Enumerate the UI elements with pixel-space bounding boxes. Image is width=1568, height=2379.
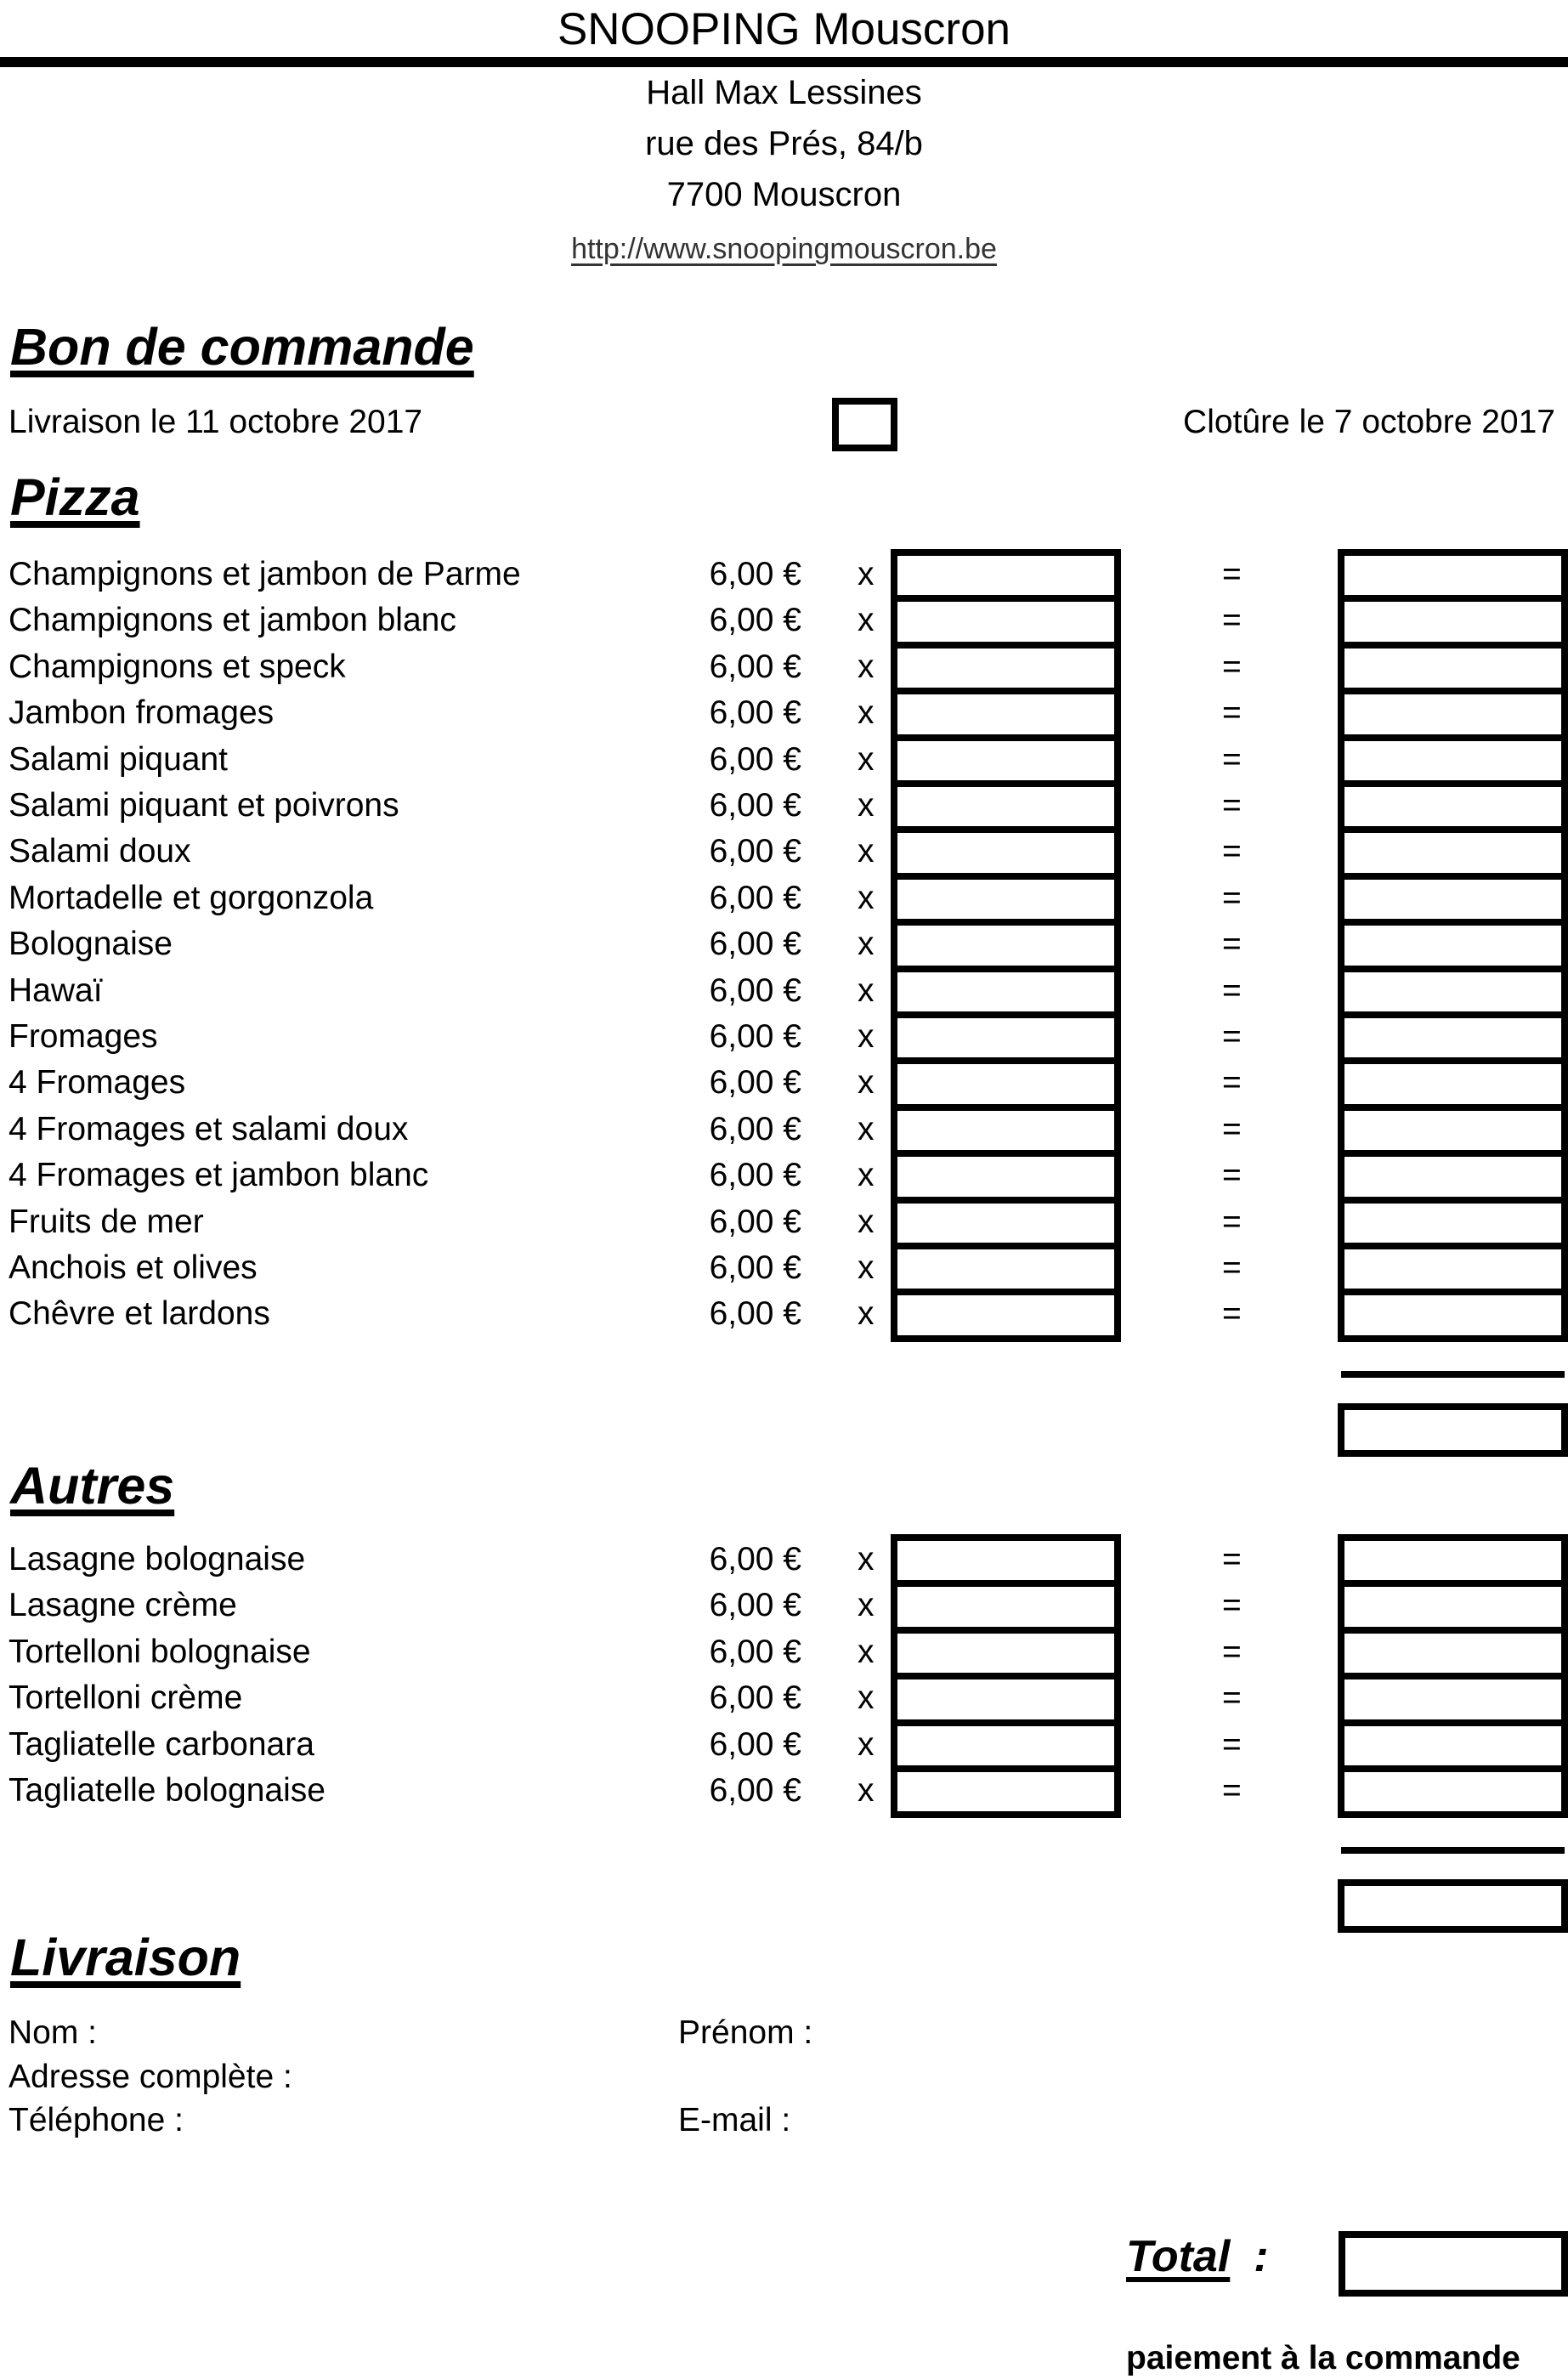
- cell-divider: [897, 734, 1114, 741]
- item-name: Lasagne crème: [8, 1587, 237, 1624]
- item-price: 6,00 €: [709, 1679, 801, 1717]
- cell-divider: [897, 919, 1114, 926]
- equals-sign: =: [1222, 971, 1242, 1009]
- item-price: 6,00 €: [709, 787, 801, 824]
- item-name: 4 Fromages: [8, 1064, 186, 1102]
- quantity-input[interactable]: [897, 649, 1114, 681]
- cell-divider: [897, 1011, 1114, 1018]
- multiply-sign: x: [858, 1295, 875, 1333]
- cell-divider: [1344, 1580, 1561, 1587]
- item-price: 6,00 €: [709, 1203, 801, 1240]
- line-total-field[interactable]: [1344, 1772, 1561, 1804]
- cell-divider: [897, 826, 1114, 833]
- item-price: 6,00 €: [709, 833, 801, 870]
- line-total-field[interactable]: [1344, 1157, 1561, 1189]
- cell-divider: [897, 1673, 1114, 1679]
- line-total-field[interactable]: [1344, 1295, 1561, 1328]
- equals-sign: =: [1222, 1110, 1242, 1147]
- item-name: Fruits de mer: [8, 1203, 204, 1240]
- cell-divider: [1344, 688, 1561, 694]
- cell-divider: [1344, 1765, 1561, 1772]
- cell-divider: [1344, 595, 1561, 602]
- form-title: Bon de commande: [10, 318, 474, 376]
- equals-sign: =: [1222, 556, 1242, 592]
- item-name: Champignons et jambon blanc: [8, 602, 456, 639]
- item-price: 6,00 €: [709, 694, 801, 732]
- multiply-sign: x: [858, 1772, 875, 1809]
- cell-divider: [897, 1057, 1114, 1064]
- quantity-input[interactable]: [897, 556, 1114, 588]
- cell-divider: [897, 1243, 1114, 1249]
- field-telephone-label: Téléphone :: [8, 2102, 184, 2138]
- item-price: 6,00 €: [709, 971, 801, 1009]
- autres-subtotal-box[interactable]: [1338, 1879, 1568, 1933]
- quantity-input[interactable]: [897, 694, 1114, 727]
- multiply-sign: x: [858, 1587, 875, 1624]
- line-total-field[interactable]: [1344, 556, 1561, 588]
- item-name: Hawaï: [8, 971, 103, 1009]
- equals-sign: =: [1222, 648, 1242, 685]
- cell-divider: [1344, 1057, 1561, 1064]
- cell-divider: [1344, 1197, 1561, 1204]
- equals-sign: =: [1222, 1018, 1242, 1055]
- cell-divider: [1344, 1104, 1561, 1111]
- cell-divider: [1344, 1243, 1561, 1249]
- quantity-input[interactable]: [897, 1772, 1114, 1804]
- line-total-field[interactable]: [1344, 1679, 1561, 1712]
- grand-total-box[interactable]: [1339, 2231, 1568, 2297]
- shop-title: SNOOPING Mouscron: [557, 4, 1011, 54]
- cell-divider: [1344, 1011, 1561, 1018]
- cell-divider: [897, 1197, 1114, 1204]
- cell-divider: [1344, 826, 1561, 833]
- equals-sign: =: [1222, 1587, 1242, 1624]
- equals-sign: =: [1222, 1157, 1242, 1194]
- equals-sign: =: [1222, 833, 1242, 870]
- equals-sign: =: [1222, 694, 1242, 732]
- quantity-input[interactable]: [897, 602, 1114, 634]
- line-total-field[interactable]: [1344, 602, 1561, 634]
- multiply-sign: x: [858, 1203, 875, 1240]
- item-name: Chêvre et lardons: [8, 1295, 270, 1333]
- cell-divider: [897, 966, 1114, 972]
- multiply-sign: x: [858, 740, 875, 778]
- line-total-field[interactable]: [1344, 880, 1561, 912]
- cell-divider: [897, 642, 1114, 649]
- quantity-input[interactable]: [897, 787, 1114, 819]
- multiply-sign: x: [858, 1018, 875, 1055]
- item-name: Mortadelle et gorgonzola: [8, 879, 374, 916]
- field-email-label: E-mail :: [678, 2102, 791, 2138]
- item-price: 6,00 €: [709, 1018, 801, 1055]
- item-price: 6,00 €: [709, 1249, 801, 1286]
- item-name: Tagliatelle bolognaise: [8, 1772, 325, 1809]
- address-line-street: rue des Prés, 84/b: [645, 125, 923, 162]
- line-total-field[interactable]: [1344, 1064, 1561, 1096]
- equals-sign: =: [1222, 602, 1242, 639]
- item-name: Anchois et olives: [8, 1249, 258, 1286]
- cell-divider: [897, 1150, 1114, 1157]
- item-name: Fromages: [8, 1018, 158, 1055]
- pizza-subtotal-box[interactable]: [1338, 1403, 1568, 1457]
- cell-divider: [1344, 873, 1561, 880]
- field-prenom-label: Prénom :: [678, 2014, 813, 2051]
- address-line-venue: Hall Max Lessines: [646, 74, 922, 111]
- cell-divider: [1344, 966, 1561, 972]
- multiply-sign: x: [858, 787, 875, 824]
- item-price: 6,00 €: [709, 879, 801, 916]
- item-name: Champignons et speck: [8, 648, 346, 685]
- equals-sign: =: [1222, 1772, 1242, 1809]
- closing-date: Clotûre le 7 octobre 2017: [1183, 404, 1555, 440]
- quantity-input[interactable]: [897, 1587, 1114, 1619]
- autres-subtotal-rule: [1341, 1847, 1565, 1854]
- quantity-input[interactable]: [897, 972, 1114, 1005]
- item-name: Salami doux: [8, 833, 191, 870]
- item-price: 6,00 €: [709, 1633, 801, 1670]
- equals-sign: =: [1222, 1725, 1242, 1763]
- cell-divider: [897, 688, 1114, 694]
- item-price: 6,00 €: [709, 1587, 801, 1624]
- item-price: 6,00 €: [709, 1772, 801, 1809]
- order-checkbox[interactable]: [832, 398, 897, 451]
- equals-sign: =: [1222, 1679, 1242, 1717]
- total-colon: :: [1254, 2232, 1269, 2281]
- item-name: Tagliatelle carbonara: [8, 1725, 314, 1763]
- item-price: 6,00 €: [709, 1541, 801, 1578]
- quantity-input[interactable]: [897, 1726, 1114, 1759]
- equals-sign: =: [1222, 787, 1242, 824]
- item-price: 6,00 €: [709, 602, 801, 639]
- cell-divider: [1344, 1150, 1561, 1157]
- line-total-field[interactable]: [1344, 1249, 1561, 1282]
- cell-divider: [897, 1580, 1114, 1587]
- item-name: Champignons et jambon de Parme: [8, 556, 521, 592]
- delivery-date: Livraison le 11 octobre 2017: [8, 404, 423, 440]
- quantity-input[interactable]: [897, 1064, 1114, 1096]
- quantity-input[interactable]: [897, 1018, 1114, 1051]
- item-price: 6,00 €: [709, 1725, 801, 1763]
- section-title-autres: Autres: [10, 1457, 175, 1515]
- equals-sign: =: [1222, 1541, 1242, 1578]
- line-total-field[interactable]: [1344, 1111, 1561, 1143]
- quantity-input[interactable]: [897, 1111, 1114, 1143]
- quantity-input[interactable]: [897, 1634, 1114, 1666]
- multiply-sign: x: [858, 1725, 875, 1763]
- delivery-section-title: Livraison: [10, 1929, 241, 1986]
- quantity-input[interactable]: [897, 1295, 1114, 1328]
- quantity-input[interactable]: [897, 880, 1114, 912]
- line-total-field[interactable]: [1344, 787, 1561, 819]
- line-total-field[interactable]: [1344, 649, 1561, 681]
- quantity-input[interactable]: [897, 833, 1114, 865]
- website-link[interactable]: http://www.snoopingmouscron.be: [571, 233, 997, 265]
- address-line-city: 7700 Mouscron: [666, 176, 902, 213]
- cell-divider: [897, 595, 1114, 602]
- header-rule: [0, 57, 1568, 67]
- equals-sign: =: [1222, 926, 1242, 963]
- cell-divider: [1344, 1627, 1561, 1634]
- cell-divider: [897, 1719, 1114, 1726]
- multiply-sign: x: [858, 648, 875, 685]
- multiply-sign: x: [858, 602, 875, 639]
- cell-divider: [897, 1765, 1114, 1772]
- cell-divider: [897, 873, 1114, 880]
- total-label-group: [1126, 2232, 1269, 2281]
- line-total-field[interactable]: [1344, 926, 1561, 958]
- item-price: 6,00 €: [709, 556, 801, 592]
- line-total-field[interactable]: [1344, 694, 1561, 727]
- cell-divider: [897, 1627, 1114, 1634]
- multiply-sign: x: [858, 1249, 875, 1286]
- item-name: 4 Fromages et jambon blanc: [8, 1157, 429, 1194]
- item-name: Salami piquant et poivrons: [8, 787, 399, 824]
- cell-divider: [1344, 1289, 1561, 1295]
- payment-note: paiement à la commande: [1126, 2340, 1520, 2376]
- equals-sign: =: [1222, 1064, 1242, 1102]
- item-price: 6,00 €: [709, 1064, 801, 1102]
- field-adresse-label: Adresse complète :: [8, 2059, 292, 2095]
- line-total-field[interactable]: [1344, 833, 1561, 865]
- quantity-input[interactable]: [897, 1541, 1114, 1573]
- quantity-input[interactable]: [897, 1679, 1114, 1712]
- line-total-field[interactable]: [1344, 1634, 1561, 1666]
- field-nom-label: Nom :: [8, 2014, 98, 2051]
- item-price: 6,00 €: [709, 926, 801, 963]
- item-name: Lasagne bolognaise: [8, 1541, 306, 1578]
- cell-divider: [1344, 1673, 1561, 1679]
- cell-divider: [1344, 780, 1561, 787]
- cell-divider: [1344, 919, 1561, 926]
- total-label: Total: [1126, 2232, 1231, 2281]
- line-total-field[interactable]: [1344, 741, 1561, 773]
- multiply-sign: x: [858, 1679, 875, 1717]
- item-name: Bolognaise: [8, 926, 173, 963]
- line-total-field[interactable]: [1344, 1204, 1561, 1236]
- item-price: 6,00 €: [709, 1295, 801, 1333]
- item-price: 6,00 €: [709, 648, 801, 685]
- item-price: 6,00 €: [709, 1110, 801, 1147]
- quantity-input[interactable]: [897, 1157, 1114, 1189]
- cell-divider: [1344, 1719, 1561, 1726]
- item-name: Tortelloni bolognaise: [8, 1633, 311, 1670]
- line-total-field[interactable]: [1344, 972, 1561, 1005]
- item-price: 6,00 €: [709, 1157, 801, 1194]
- multiply-sign: x: [858, 833, 875, 870]
- pizza-subtotal-rule: [1341, 1371, 1565, 1378]
- multiply-sign: x: [858, 1064, 875, 1102]
- multiply-sign: x: [858, 971, 875, 1009]
- equals-sign: =: [1222, 1249, 1242, 1286]
- item-name: Jambon fromages: [8, 694, 275, 732]
- item-name: Tortelloni crème: [8, 1679, 243, 1717]
- cell-divider: [897, 1104, 1114, 1111]
- quantity-input[interactable]: [897, 741, 1114, 773]
- item-price: 6,00 €: [709, 740, 801, 778]
- quantity-input[interactable]: [897, 1204, 1114, 1236]
- item-name: Salami piquant: [8, 740, 228, 778]
- equals-sign: =: [1222, 740, 1242, 778]
- cell-divider: [1344, 642, 1561, 649]
- item-name: 4 Fromages et salami doux: [8, 1110, 409, 1147]
- equals-sign: =: [1222, 1295, 1242, 1333]
- multiply-sign: x: [858, 1541, 875, 1578]
- cell-divider: [1344, 734, 1561, 741]
- quantity-input[interactable]: [897, 1249, 1114, 1282]
- quantity-input[interactable]: [897, 926, 1114, 958]
- multiply-sign: x: [858, 694, 875, 732]
- line-total-field[interactable]: [1344, 1587, 1561, 1619]
- multiply-sign: x: [858, 926, 875, 963]
- multiply-sign: x: [858, 1633, 875, 1670]
- cell-divider: [897, 780, 1114, 787]
- equals-sign: =: [1222, 1203, 1242, 1240]
- multiply-sign: x: [858, 879, 875, 916]
- line-total-field[interactable]: [1344, 1726, 1561, 1759]
- equals-sign: =: [1222, 879, 1242, 916]
- line-total-field[interactable]: [1344, 1541, 1561, 1573]
- multiply-sign: x: [858, 556, 875, 592]
- multiply-sign: x: [858, 1110, 875, 1147]
- equals-sign: =: [1222, 1633, 1242, 1670]
- section-title-pizza: Pizza: [10, 468, 140, 526]
- multiply-sign: x: [858, 1157, 875, 1194]
- line-total-field[interactable]: [1344, 1018, 1561, 1051]
- cell-divider: [897, 1289, 1114, 1295]
